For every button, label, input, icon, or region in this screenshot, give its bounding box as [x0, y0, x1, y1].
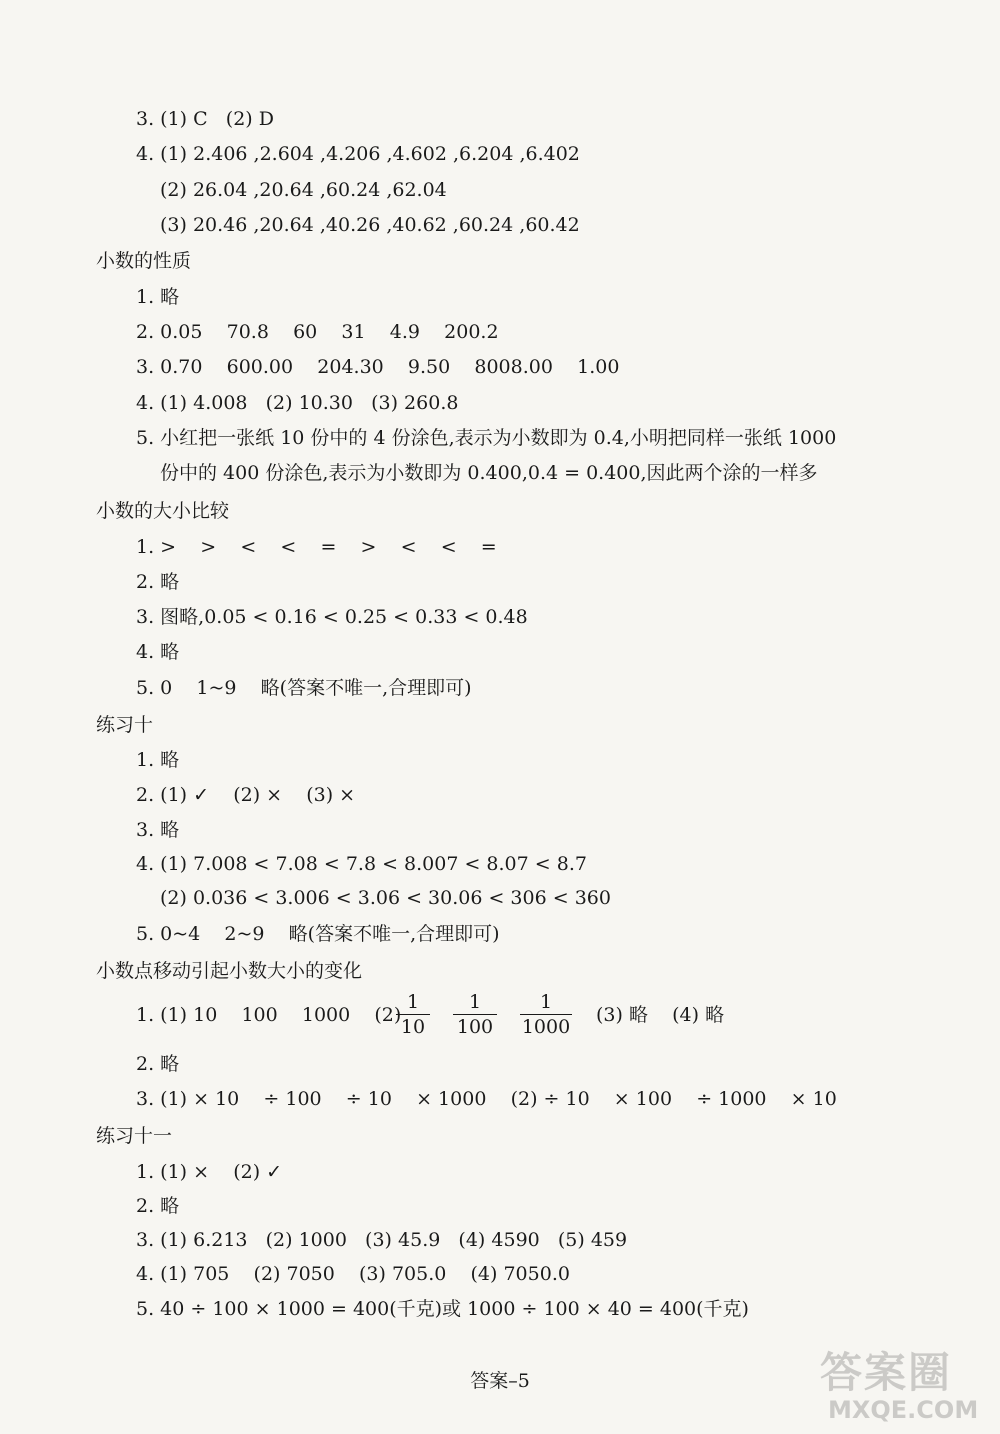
fraction-denominator: 10 — [400, 1016, 426, 1038]
answer-line: 5. 40 ÷ 100 × 1000 = 400(千克)或 1000 ÷ 100 × 40 = 400(千克) — [136, 1298, 749, 1320]
fraction-bar — [396, 1014, 430, 1015]
answer-line: 4. 略 — [136, 641, 180, 663]
section-heading: 练习十 — [96, 714, 154, 736]
fraction-bar — [453, 1014, 497, 1015]
watermark-logo — [820, 1340, 990, 1428]
fraction-numerator: 1 — [539, 991, 553, 1013]
answer-line: (3) 20.46 ,20.64 ,40.26 ,40.62 ,60.24 ,60.42 — [160, 214, 580, 236]
answer-line: 5. 小红把一张纸 10 份中的 4 份涂色,表示为小数即为 0.4,小明把同样一张纸 1000 — [136, 427, 837, 449]
answer-line: (3) 略 (4) 略 — [596, 1004, 725, 1026]
answer-line: 3. 图略,0.05 < 0.16 < 0.25 < 0.33 < 0.48 — [136, 606, 528, 628]
answer-line: 1. (1) 10 100 1000 (2) — [136, 1004, 402, 1026]
page-footer: 答案–5 — [470, 1370, 530, 1392]
answer-line: 2. 略 — [136, 571, 180, 593]
answer-line: 3. 略 — [136, 819, 180, 841]
answer-line: 1. 略 — [136, 749, 180, 771]
fraction — [453, 991, 497, 1038]
answer-line: 份中的 400 份涂色,表示为小数即为 0.400,0.4 = 0.400,因此两个涂的一样多 — [160, 462, 818, 484]
answer-line: 2. 略 — [136, 1195, 180, 1217]
fraction-denominator: 100 — [456, 1016, 494, 1038]
watermark-url: MXQE.COM — [828, 1396, 979, 1424]
fraction-numerator: 1 — [406, 991, 420, 1013]
answer-line: 5. 0~4 2~9 略(答案不唯一,合理即可) — [136, 923, 500, 945]
answer-line: 2. 略 — [136, 1053, 180, 1075]
fraction — [520, 991, 572, 1038]
fraction-bar — [520, 1014, 572, 1015]
answer-line: 3. 0.70 600.00 204.30 9.50 8008.00 1.00 — [136, 356, 620, 378]
answer-line: 1. > > < < = > < < = — [136, 536, 497, 558]
fraction-denominator: 1000 — [521, 1016, 571, 1038]
answer-line: 2. (1) ✓ (2) × (3) × — [136, 784, 356, 806]
section-heading: 小数的性质 — [96, 250, 192, 272]
section-heading: 小数的大小比较 — [96, 500, 230, 522]
watermark-text: 答案圈 — [820, 1348, 953, 1397]
answer-line: 1. (1) × (2) ✓ — [136, 1161, 283, 1183]
section-heading: 小数点移动引起小数大小的变化 — [96, 960, 363, 982]
answer-line: 3. (1) × 10 ÷ 100 ÷ 10 × 1000 (2) ÷ 10 × 100 ÷ 1000 × 10 — [136, 1088, 837, 1110]
answer-line: 3. (1) C (2) D — [136, 108, 274, 130]
answer-line: 3. (1) 6.213 (2) 1000 (3) 45.9 (4) 4590 (5) 459 — [136, 1229, 628, 1251]
answer-line: 4. (1) 4.008 (2) 10.30 (3) 260.8 — [136, 392, 459, 414]
section-heading: 练习十一 — [96, 1125, 173, 1147]
answer-line: 4. (1) 705 (2) 7050 (3) 705.0 (4) 7050.0 — [136, 1263, 570, 1285]
answer-line: 1. 略 — [136, 286, 180, 308]
answer-line: 5. 0 1~9 略(答案不唯一,合理即可) — [136, 677, 472, 699]
answer-line: (2) 26.04 ,20.64 ,60.24 ,62.04 — [160, 179, 447, 201]
answer-line: 2. 0.05 70.8 60 31 4.9 200.2 — [136, 321, 499, 343]
answer-line: 4. (1) 7.008 < 7.08 < 7.8 < 8.007 < 8.07 < 8.7 — [136, 853, 587, 875]
fraction-numerator: 1 — [468, 991, 482, 1013]
fraction — [396, 991, 430, 1038]
answer-line: (2) 0.036 < 3.006 < 3.06 < 30.06 < 306 < 360 — [160, 887, 611, 909]
answer-line: 4. (1) 2.406 ,2.604 ,4.206 ,4.602 ,6.204 ,6.402 — [136, 143, 580, 165]
